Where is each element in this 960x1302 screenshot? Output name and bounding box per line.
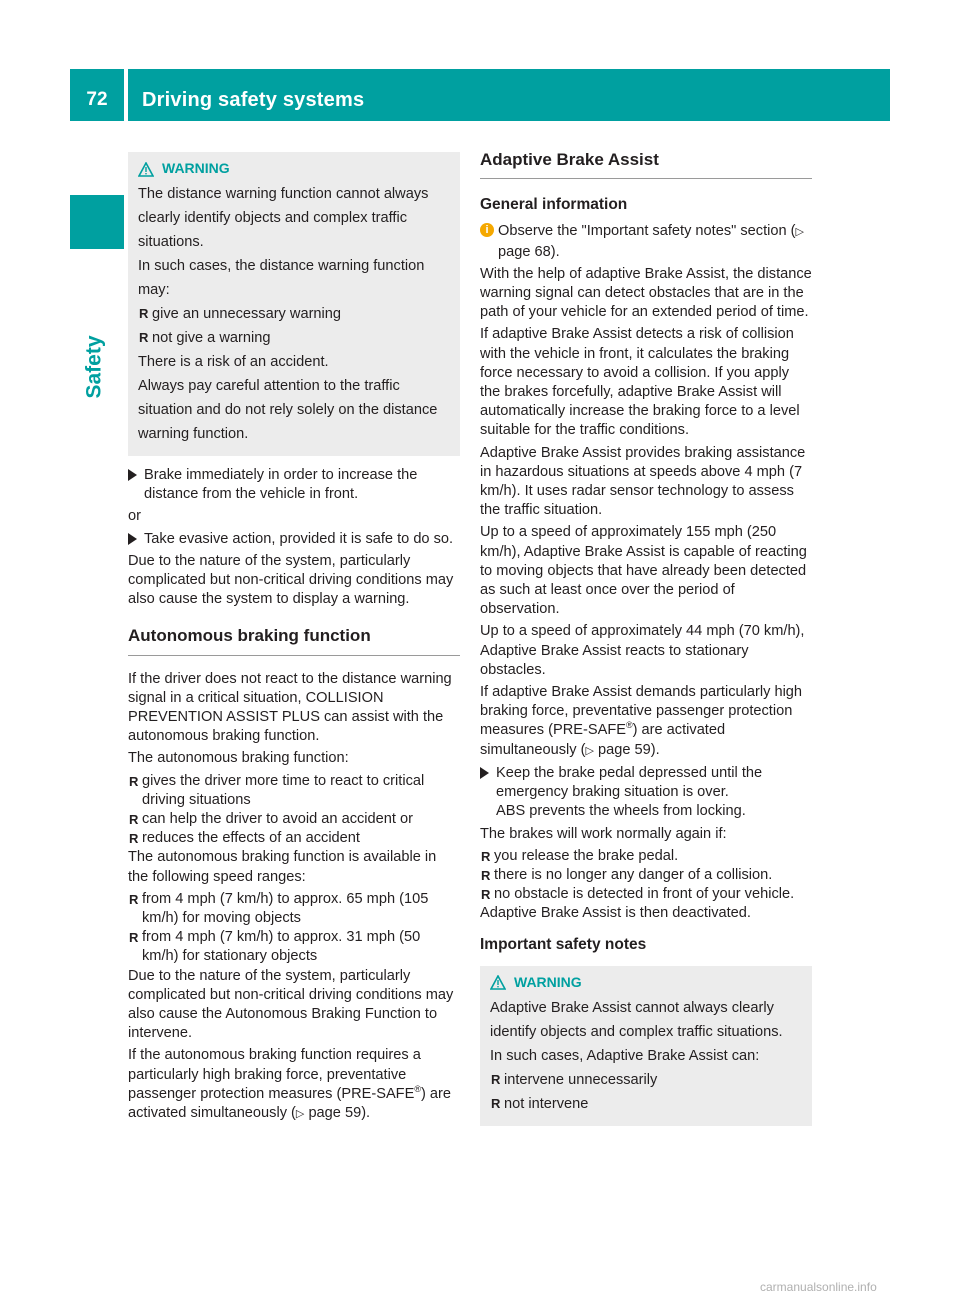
step-arrow-icon <box>128 533 137 545</box>
bullet-text: can help the driver to avoid an accident or <box>142 811 413 828</box>
bullet-mark: R <box>491 1095 501 1111</box>
bullet-mark: R <box>481 887 491 903</box>
body-text: Up to a speed of approximately 44 mph (70 km/h), Adaptive Brake Assist reacts to stationary obstacles. <box>480 623 805 678</box>
body-text-presafe <box>128 1046 460 1124</box>
warning-title-text: WARNING <box>162 160 230 177</box>
bullet-item <box>128 772 460 810</box>
bullet-item <box>480 885 812 904</box>
step-arrow-icon <box>128 469 137 481</box>
bullet-mark: R <box>129 831 139 847</box>
text-fragment: Observe the "Important safety notes" section ( <box>498 223 796 240</box>
warning-box <box>480 966 812 1126</box>
page-ref-arrow-icon: ▷ <box>585 744 594 757</box>
page-number: 72 <box>86 89 108 110</box>
heading-autonomous-braking: Autonomous braking function <box>128 626 460 655</box>
bullet-mark: R <box>491 1071 501 1087</box>
step-text: Take evasive action, provided it is safe to do so. <box>144 530 454 547</box>
step-text: Keep the brake pedal depressed until the emergency braking situation is over. <box>496 764 763 801</box>
step-item <box>128 466 460 504</box>
bullet-mark: R <box>129 773 139 789</box>
bullet-mark: R <box>129 930 139 946</box>
text-fragment: If the autonomous braking function requires a particularly high braking force, preventative passenger protection measures (PRE-SAFE <box>128 1047 421 1102</box>
bullet-text: give an unnecessary warning <box>152 306 342 322</box>
side-tab-label <box>80 322 110 412</box>
bullet-mark: R <box>481 848 491 864</box>
body-text: The autonomous braking function: <box>128 750 349 767</box>
heading-general-information: General information <box>480 196 628 214</box>
body-text: Adaptive Brake Assist is then deactivated. <box>480 905 751 922</box>
step-arrow-icon <box>480 767 489 779</box>
side-tab-block <box>70 195 124 249</box>
bullet-item <box>128 810 460 829</box>
bullet-item <box>138 302 450 326</box>
right-column <box>480 150 812 1126</box>
section-title: Driving safety systems <box>142 89 365 111</box>
bullet-item <box>490 1068 802 1092</box>
step-item <box>128 530 460 549</box>
warning-text: The distance warning function cannot always clearly identify objects and complex traffic situations. <box>138 186 429 250</box>
bullet-mark: R <box>139 330 149 345</box>
bullet-text: not give a warning <box>152 330 271 346</box>
page-ref-link[interactable]: page 68). <box>498 243 560 260</box>
bullet-text: reduces the effects of an accident <box>142 830 360 847</box>
info-note <box>480 222 812 261</box>
page-ref-arrow-icon: ▷ <box>295 1108 305 1121</box>
warning-title <box>490 972 802 994</box>
warning-text: In such cases, the distance warning function may: <box>138 258 425 298</box>
page-ref-arrow-icon: ▷ <box>795 226 804 239</box>
page-ref-link[interactable]: page 59). <box>593 741 660 758</box>
bullet-mark: R <box>129 891 139 907</box>
body-text: If the driver does not react to the distance warning signal in a critical situation, COLLISION PREVENTION ASSIST PLUS can assist with the autonomous braking function. <box>128 670 452 745</box>
warning-text: Always pay careful attention to the traffic situation and do not rely solely on the distance warning function. <box>138 378 438 442</box>
text-fragment: ) are activated simultaneously ( <box>480 722 726 758</box>
page-ref-link[interactable]: page 59). <box>304 1105 371 1122</box>
step-text: Brake immediately in order to increase the distance from the vehicle in front. <box>144 467 418 503</box>
bullet-text: from 4 mph (7 km/h) to approx. 31 mph (50 km/h) for stationary objects <box>142 929 421 965</box>
warning-title-text: WARNING <box>514 974 582 991</box>
watermark: carmanualsonline.info <box>760 1280 877 1294</box>
body-text-presafe <box>480 683 812 761</box>
warning-title <box>138 158 450 180</box>
bullet-item <box>480 866 812 885</box>
bullet-text: not intervene <box>504 1095 589 1112</box>
bullet-mark: R <box>139 306 149 321</box>
bullet-text: gives the driver more time to react to critical driving situations <box>142 772 425 808</box>
bullet-item <box>128 890 460 928</box>
bullet-text: intervene unnecessarily <box>504 1071 658 1088</box>
body-text: If adaptive Brake Assist detects a risk of collision with the vehicle in front, it calculates the braking force necessary to avoid a collision. If you apply the brakes forcefully, adaptive Brake Assist will automatically increase the braking force to a level suitable for the traffic conditions. <box>480 326 800 439</box>
warning-text: In such cases, Adaptive Brake Assist can: <box>490 1047 760 1064</box>
step-subtext: ABS prevents the wheels from locking. <box>496 803 746 820</box>
body-text: Due to the nature of the system, particularly complicated but non-critical driving conditions may also cause the system to display a warning. <box>128 552 454 608</box>
or-text: or <box>128 508 141 525</box>
bullet-text: you release the brake pedal. <box>494 847 679 864</box>
header-divider <box>124 69 128 121</box>
bullet-item <box>138 326 450 350</box>
body-text: Adaptive Brake Assist provides braking assistance in hazardous situations at speeds above 4 mph (7 km/h). It uses radar sensor technology to assess the traffic situation. <box>480 444 806 519</box>
body-text: With the help of adaptive Brake Assist, the distance warning signal can detect obstacles that are in the path of your vehicle for an extended period of time. <box>480 265 812 321</box>
warning-icon <box>490 975 506 990</box>
text-fragment: If adaptive Brake Assist demands particularly high braking force, preventative passenger protection measures (PRE-SAFE <box>480 684 803 739</box>
text-fragment: ) are activated simultaneously ( <box>128 1085 451 1122</box>
warning-icon <box>138 162 154 177</box>
bullet-mark: R <box>129 812 139 828</box>
body-text: Up to a speed of approximately 155 mph (250 km/h), Adaptive Brake Assist is capable of reacting to moving objects that have already been detected as such at least once over the period of observation. <box>480 524 807 618</box>
step-item <box>480 764 812 802</box>
registered-mark: ® <box>414 1084 421 1095</box>
side-tab-text: Safety <box>83 335 106 399</box>
body-text: The autonomous braking function is available in the following speed ranges: <box>128 849 437 885</box>
info-icon: i <box>480 223 494 237</box>
warning-text: Adaptive Brake Assist cannot always clearly identify objects and complex traffic situations. <box>490 999 783 1040</box>
registered-mark: ® <box>625 720 633 731</box>
bullet-mark: R <box>481 867 491 883</box>
warning-text: There is a risk of an accident. <box>138 354 329 370</box>
bullet-item <box>128 829 460 848</box>
bullet-text: no obstacle is detected in front of your vehicle. <box>494 886 795 903</box>
bullet-text: there is no longer any danger of a collision. <box>494 866 773 883</box>
heading-adaptive-brake-assist: Adaptive Brake Assist <box>480 150 812 179</box>
bullet-text: from 4 mph (7 km/h) to approx. 65 mph (105 km/h) for moving objects <box>142 890 429 927</box>
bullet-item <box>490 1092 802 1116</box>
left-column <box>128 152 460 1127</box>
bullet-item <box>128 928 460 966</box>
heading-important-safety-notes: Important safety notes <box>480 935 647 953</box>
body-text: Due to the nature of the system, particularly complicated but non-critical driving conditions may also cause the Autonomous Braking Function to intervene. <box>128 967 454 1042</box>
warning-box <box>128 152 460 456</box>
bullet-item <box>480 847 812 866</box>
body-text: The brakes will work normally again if: <box>480 825 727 842</box>
